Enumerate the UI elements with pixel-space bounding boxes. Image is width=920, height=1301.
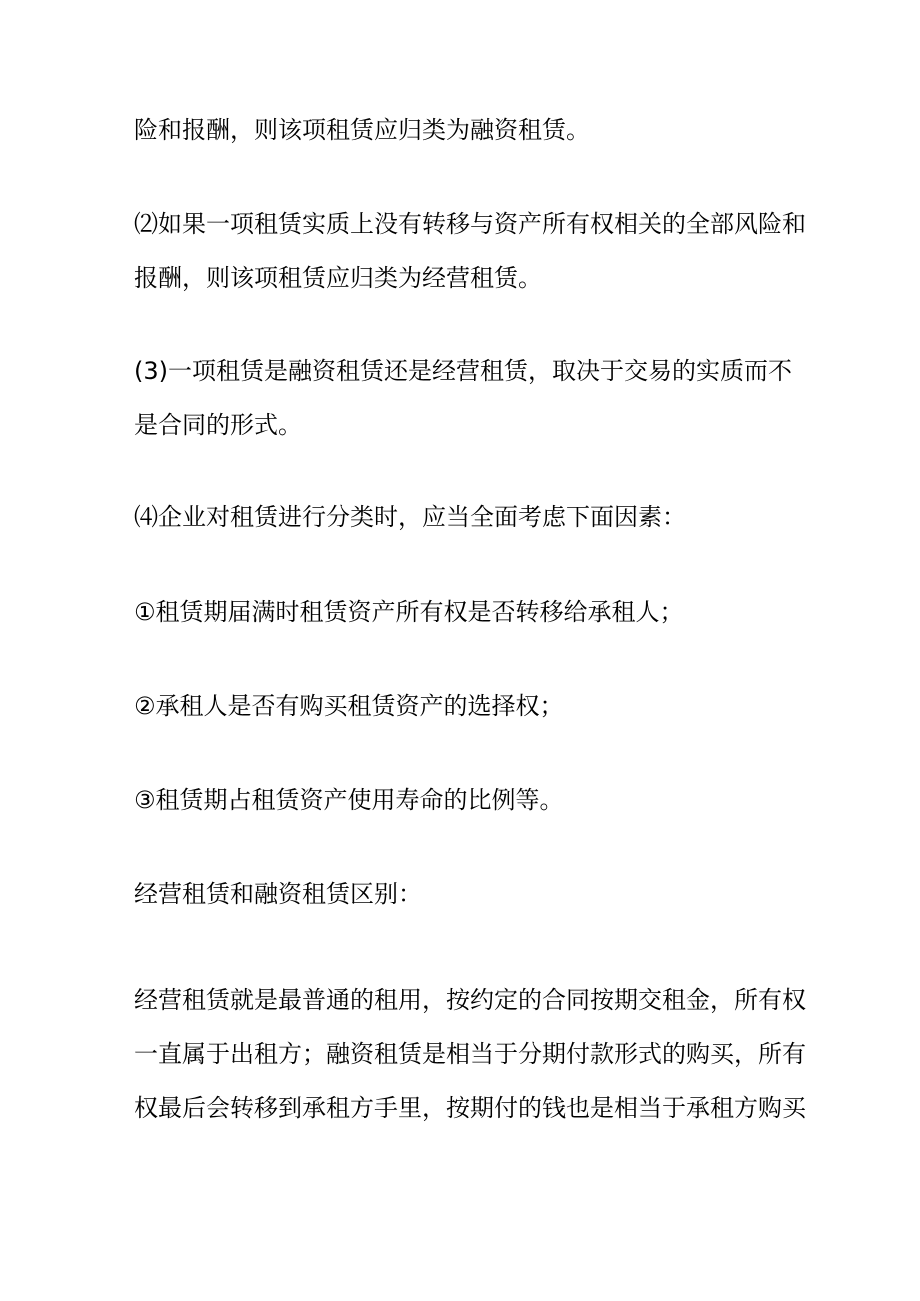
paragraph-factor-1 — [134, 585, 794, 639]
paragraph-factor-3 — [134, 773, 794, 827]
paragraph-risk-reward-continued — [134, 103, 794, 157]
text-line: ⑵如果一项租赁实质上没有转移与资产所有权相关的全部风险和 — [134, 210, 806, 238]
text-line: 一直属于出租方；融资租赁是相当于分期付款形式的购买，所有 — [134, 1040, 806, 1068]
text-line: 险和报酬，则该项租赁应归类为融资租赁。 — [134, 116, 590, 144]
text-line: (3)一项租赁是融资租赁还是经营租赁，取决于交易的实质而不 — [134, 357, 792, 385]
text-line: 报酬，则该项租赁应归类为经营租赁。 — [134, 264, 542, 292]
paragraph-factor-2 — [134, 679, 794, 733]
paragraph-difference-explanation — [134, 973, 806, 1135]
text-line: 经营租赁和融资租赁区别： — [134, 880, 422, 908]
section-heading-difference — [134, 867, 794, 921]
text-line: 是合同的形式。 — [134, 411, 302, 439]
text-line: ②承租人是否有购买租赁资产的选择权； — [134, 692, 564, 720]
text-line: ③租赁期占租赁资产使用寿命的比例等。 — [134, 786, 564, 814]
paragraph-item-4 — [134, 490, 794, 544]
text-line: ①租赁期届满时租赁资产所有权是否转移给承租人； — [134, 598, 684, 626]
text-line: 权最后会转移到承租方手里，按期付的钱也是相当于承租方购买 — [134, 1094, 806, 1122]
paragraph-item-3 — [134, 344, 794, 452]
paragraph-item-2 — [134, 197, 806, 305]
text-line: 经营租赁就是最普通的租用，按约定的合同按期交租金，所有权 — [134, 986, 806, 1014]
text-line: ⑷企业对租赁进行分类时，应当全面考虑下面因素： — [134, 503, 686, 531]
